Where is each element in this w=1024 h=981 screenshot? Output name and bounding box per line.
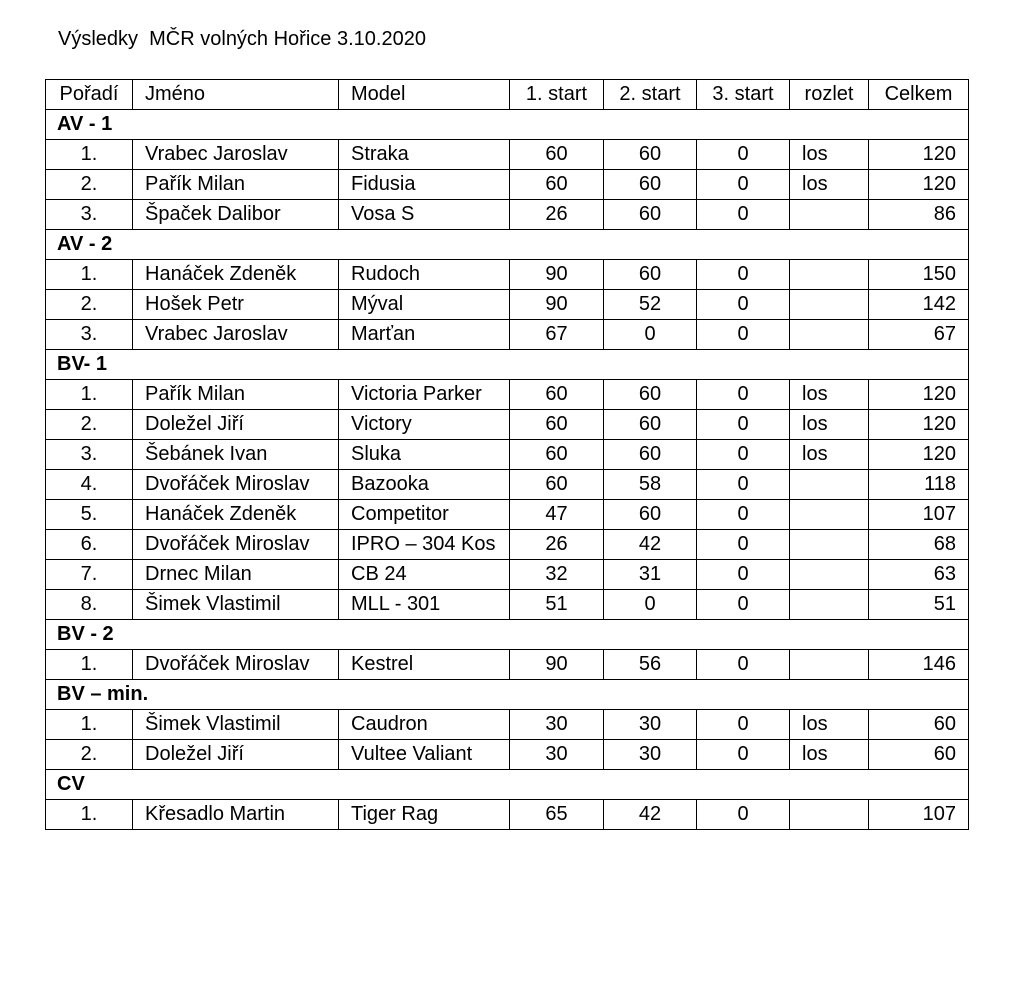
cell-start-1: 47 xyxy=(510,500,604,530)
cell-total: 120 xyxy=(869,170,969,200)
cell-start-3: 0 xyxy=(697,500,790,530)
cell-rank: 1. xyxy=(46,710,133,740)
cell-start-1: 60 xyxy=(510,470,604,500)
cell-total: 86 xyxy=(869,200,969,230)
cell-start-3: 0 xyxy=(697,650,790,680)
cell-start-1: 60 xyxy=(510,140,604,170)
cell-rozlet xyxy=(790,530,869,560)
cell-start-3: 0 xyxy=(697,170,790,200)
cell-total: 67 xyxy=(869,320,969,350)
cell-model: Straka xyxy=(339,140,510,170)
cell-rank: 1. xyxy=(46,800,133,830)
table-row xyxy=(46,710,969,740)
cell-name: Doležel Jiří xyxy=(133,740,339,770)
cell-model: Rudoch xyxy=(339,260,510,290)
table-row xyxy=(46,200,969,230)
cell-rank: 3. xyxy=(46,200,133,230)
cell-model: Tiger Rag xyxy=(339,800,510,830)
cell-rozlet xyxy=(790,260,869,290)
cell-total: 68 xyxy=(869,530,969,560)
header-start-1: 1. start xyxy=(510,80,604,110)
cell-rozlet: los xyxy=(790,710,869,740)
cell-total: 118 xyxy=(869,470,969,500)
table-row xyxy=(46,740,969,770)
cell-model: Sluka xyxy=(339,440,510,470)
header-rozlet: rozlet xyxy=(790,80,869,110)
cell-name: Šimek Vlastimil xyxy=(133,710,339,740)
category-row xyxy=(46,770,969,800)
category-row xyxy=(46,110,969,140)
cell-name: Doležel Jiří xyxy=(133,410,339,440)
cell-rozlet xyxy=(790,590,869,620)
cell-total: 120 xyxy=(869,380,969,410)
cell-model: Fidusia xyxy=(339,170,510,200)
cell-total: 146 xyxy=(869,650,969,680)
cell-model: Vosa S xyxy=(339,200,510,230)
cell-start-3: 0 xyxy=(697,320,790,350)
cell-rozlet xyxy=(790,560,869,590)
table-row xyxy=(46,290,969,320)
cell-start-1: 32 xyxy=(510,560,604,590)
cell-start-3: 0 xyxy=(697,470,790,500)
cell-name: Šebánek Ivan xyxy=(133,440,339,470)
cell-name: Pařík Milan xyxy=(133,170,339,200)
cell-total: 120 xyxy=(869,440,969,470)
header-total: Celkem xyxy=(869,80,969,110)
cell-start-3: 0 xyxy=(697,440,790,470)
cell-name: Drnec Milan xyxy=(133,560,339,590)
header-start-2: 2. start xyxy=(604,80,697,110)
cell-name: Dvořáček Miroslav xyxy=(133,650,339,680)
cell-total: 51 xyxy=(869,590,969,620)
category-row xyxy=(46,350,969,380)
table-row xyxy=(46,590,969,620)
cell-start-2: 52 xyxy=(604,290,697,320)
cell-start-3: 0 xyxy=(697,140,790,170)
cell-rank: 3. xyxy=(46,440,133,470)
cell-rozlet xyxy=(790,290,869,320)
cell-start-1: 26 xyxy=(510,530,604,560)
category-label: BV – min. xyxy=(46,680,969,710)
cell-start-3: 0 xyxy=(697,200,790,230)
cell-start-2: 30 xyxy=(604,710,697,740)
cell-start-3: 0 xyxy=(697,290,790,320)
cell-total: 60 xyxy=(869,740,969,770)
cell-start-2: 31 xyxy=(604,560,697,590)
cell-start-2: 0 xyxy=(604,590,697,620)
cell-start-1: 65 xyxy=(510,800,604,830)
cell-rank: 1. xyxy=(46,140,133,170)
cell-start-1: 60 xyxy=(510,410,604,440)
cell-total: 120 xyxy=(869,410,969,440)
cell-name: Špaček Dalibor xyxy=(133,200,339,230)
cell-start-2: 60 xyxy=(604,260,697,290)
cell-start-2: 60 xyxy=(604,200,697,230)
cell-start-2: 56 xyxy=(604,650,697,680)
cell-rozlet xyxy=(790,320,869,350)
cell-rozlet xyxy=(790,800,869,830)
cell-name: Dvořáček Miroslav xyxy=(133,530,339,560)
cell-start-3: 0 xyxy=(697,800,790,830)
cell-model: IPRO – 304 Kos xyxy=(339,530,510,560)
cell-name: Hošek Petr xyxy=(133,290,339,320)
table-row xyxy=(46,140,969,170)
cell-name: Křesadlo Martin xyxy=(133,800,339,830)
table-row xyxy=(46,260,969,290)
cell-start-2: 60 xyxy=(604,170,697,200)
cell-start-2: 42 xyxy=(604,800,697,830)
cell-rank: 2. xyxy=(46,410,133,440)
cell-model: Marťan xyxy=(339,320,510,350)
cell-name: Pařík Milan xyxy=(133,380,339,410)
cell-rank: 1. xyxy=(46,650,133,680)
cell-start-2: 60 xyxy=(604,380,697,410)
cell-rozlet xyxy=(790,650,869,680)
cell-total: 63 xyxy=(869,560,969,590)
cell-model: Victoria Parker xyxy=(339,380,510,410)
cell-start-3: 0 xyxy=(697,560,790,590)
header-row xyxy=(46,80,969,110)
cell-model: Caudron xyxy=(339,710,510,740)
cell-rank: 7. xyxy=(46,560,133,590)
category-label: CV xyxy=(46,770,969,800)
results-body xyxy=(46,80,969,830)
cell-total: 142 xyxy=(869,290,969,320)
cell-start-3: 0 xyxy=(697,260,790,290)
cell-rank: 1. xyxy=(46,260,133,290)
table-row xyxy=(46,170,969,200)
cell-start-1: 30 xyxy=(510,710,604,740)
cell-start-3: 0 xyxy=(697,710,790,740)
cell-start-2: 60 xyxy=(604,140,697,170)
cell-start-1: 51 xyxy=(510,590,604,620)
cell-rozlet xyxy=(790,200,869,230)
cell-rozlet: los xyxy=(790,170,869,200)
table-row xyxy=(46,530,969,560)
cell-model: MLL - 301 xyxy=(339,590,510,620)
cell-rank: 1. xyxy=(46,380,133,410)
cell-rozlet xyxy=(790,500,869,530)
cell-start-2: 60 xyxy=(604,410,697,440)
table-row xyxy=(46,440,969,470)
cell-rank: 6. xyxy=(46,530,133,560)
category-row xyxy=(46,620,969,650)
cell-total: 150 xyxy=(869,260,969,290)
cell-total: 120 xyxy=(869,140,969,170)
cell-start-3: 0 xyxy=(697,530,790,560)
page-title: Výsledky MČR volných Hořice 3.10.2020 xyxy=(58,28,426,50)
cell-model: Kestrel xyxy=(339,650,510,680)
cell-total: 107 xyxy=(869,500,969,530)
cell-start-3: 0 xyxy=(697,590,790,620)
cell-rank: 8. xyxy=(46,590,133,620)
cell-total: 60 xyxy=(869,710,969,740)
cell-rozlet: los xyxy=(790,140,869,170)
cell-start-1: 30 xyxy=(510,740,604,770)
cell-model: CB 24 xyxy=(339,560,510,590)
cell-start-1: 90 xyxy=(510,290,604,320)
cell-start-1: 60 xyxy=(510,380,604,410)
cell-name: Vrabec Jaroslav xyxy=(133,140,339,170)
cell-start-1: 90 xyxy=(510,260,604,290)
cell-start-2: 58 xyxy=(604,470,697,500)
cell-name: Šimek Vlastimil xyxy=(133,590,339,620)
header-rank: Pořadí xyxy=(46,80,133,110)
category-label: BV - 2 xyxy=(46,620,969,650)
category-row xyxy=(46,680,969,710)
cell-start-2: 42 xyxy=(604,530,697,560)
cell-rozlet: los xyxy=(790,440,869,470)
cell-rank: 5. xyxy=(46,500,133,530)
cell-model: Mýval xyxy=(339,290,510,320)
category-row xyxy=(46,230,969,260)
table-row xyxy=(46,380,969,410)
category-label: BV- 1 xyxy=(46,350,969,380)
cell-rank: 2. xyxy=(46,290,133,320)
cell-start-2: 60 xyxy=(604,440,697,470)
table-row xyxy=(46,560,969,590)
cell-rozlet xyxy=(790,470,869,500)
cell-start-1: 60 xyxy=(510,440,604,470)
cell-start-1: 90 xyxy=(510,650,604,680)
category-label: AV - 2 xyxy=(46,230,969,260)
table-row xyxy=(46,800,969,830)
cell-model: Competitor xyxy=(339,500,510,530)
cell-start-1: 60 xyxy=(510,170,604,200)
header-model: Model xyxy=(339,80,510,110)
cell-rank: 2. xyxy=(46,740,133,770)
cell-total: 107 xyxy=(869,800,969,830)
table-row xyxy=(46,650,969,680)
cell-model: Victory xyxy=(339,410,510,440)
cell-start-1: 26 xyxy=(510,200,604,230)
cell-name: Dvořáček Miroslav xyxy=(133,470,339,500)
table-row xyxy=(46,500,969,530)
table-row xyxy=(46,470,969,500)
header-name: Jméno xyxy=(133,80,339,110)
cell-start-3: 0 xyxy=(697,380,790,410)
cell-rank: 4. xyxy=(46,470,133,500)
table-row xyxy=(46,410,969,440)
cell-name: Vrabec Jaroslav xyxy=(133,320,339,350)
header-start-3: 3. start xyxy=(697,80,790,110)
cell-start-3: 0 xyxy=(697,740,790,770)
cell-name: Hanáček Zdeněk xyxy=(133,260,339,290)
cell-rozlet: los xyxy=(790,410,869,440)
cell-rozlet: los xyxy=(790,740,869,770)
cell-name: Hanáček Zdeněk xyxy=(133,500,339,530)
cell-start-3: 0 xyxy=(697,410,790,440)
category-label: AV - 1 xyxy=(46,110,969,140)
cell-model: Bazooka xyxy=(339,470,510,500)
cell-start-2: 60 xyxy=(604,500,697,530)
table-row xyxy=(46,320,969,350)
cell-model: Vultee Valiant xyxy=(339,740,510,770)
cell-start-1: 67 xyxy=(510,320,604,350)
cell-rank: 2. xyxy=(46,170,133,200)
cell-start-2: 0 xyxy=(604,320,697,350)
cell-rozlet: los xyxy=(790,380,869,410)
cell-start-2: 30 xyxy=(604,740,697,770)
cell-rank: 3. xyxy=(46,320,133,350)
results-table xyxy=(45,79,969,830)
